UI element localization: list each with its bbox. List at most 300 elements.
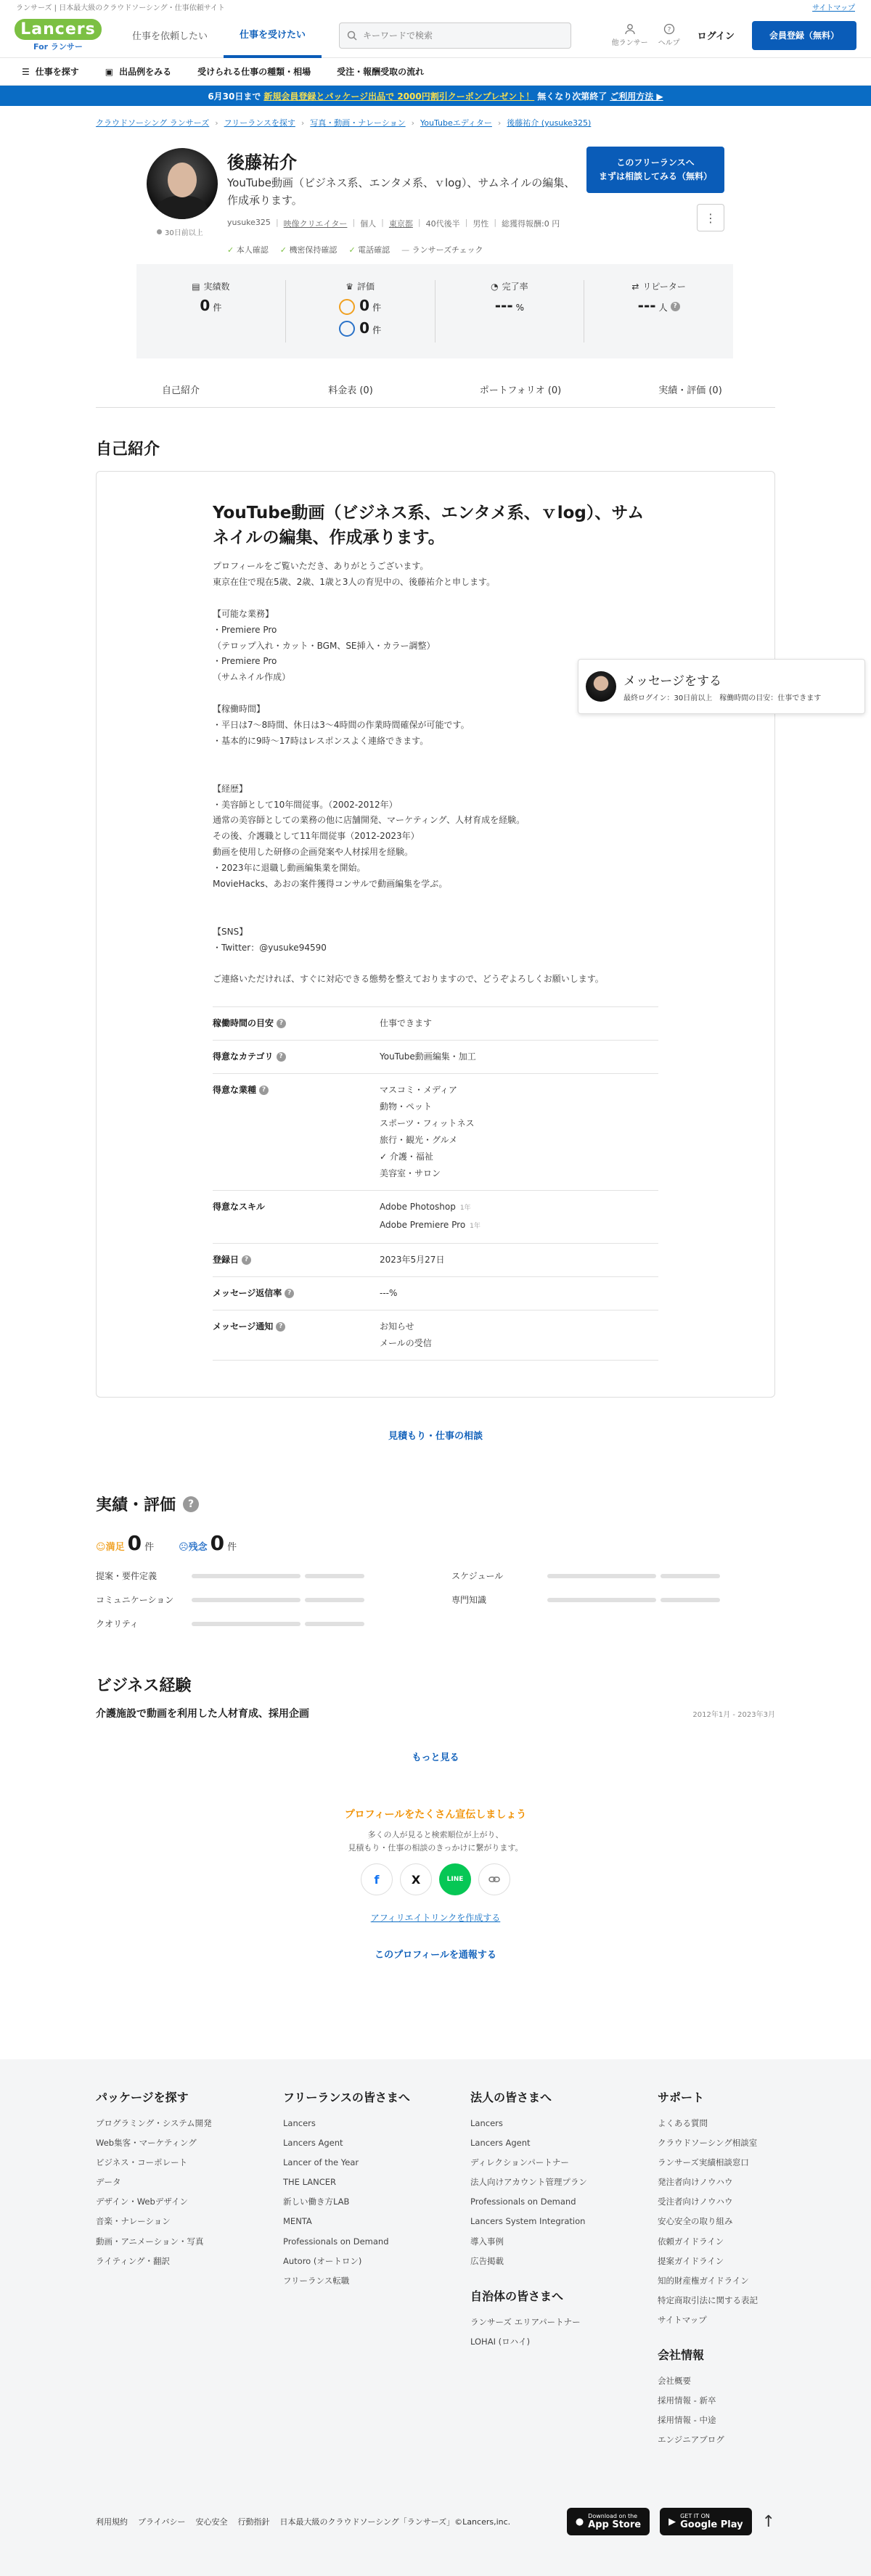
satisfaction-summary bbox=[96, 1531, 871, 1555]
business-item bbox=[96, 1706, 775, 1720]
footer-bottom bbox=[96, 2508, 775, 2535]
detail-row-notify bbox=[213, 1310, 658, 1361]
industry-item: マスコミ・メディア bbox=[380, 1085, 458, 1096]
criteria-row bbox=[451, 1570, 771, 1582]
orders-label: 実績数 bbox=[203, 282, 230, 292]
industry-item: ✓ 介護・福祉 bbox=[380, 1152, 433, 1162]
sad-icon bbox=[339, 321, 355, 337]
footer-link[interactable]: Autoro (オートロン) bbox=[283, 2255, 362, 2266]
business-title: ビジネス経験 bbox=[96, 1677, 192, 1696]
campaign-banner[interactable] bbox=[0, 86, 871, 106]
list-icon: ☰ bbox=[22, 66, 30, 77]
footer-link[interactable]: データ bbox=[96, 2177, 121, 2188]
footer-link[interactable]: Lancers Agent bbox=[470, 2138, 531, 2149]
footer-link[interactable]: MENTA bbox=[283, 2216, 312, 2227]
banner-mid: 無くなり次第終了 bbox=[537, 91, 608, 102]
message-sub: 最終ログイン：30日前以上 稼働時間の目安：仕事できます bbox=[623, 694, 822, 702]
intro-line: ・Premiere Pro bbox=[213, 624, 277, 635]
line-icon: LINE bbox=[446, 1876, 464, 1884]
share-buttons bbox=[0, 1863, 871, 1895]
skill-name: Adobe Premiere Pro bbox=[380, 1220, 466, 1231]
orders-icon: ▤ bbox=[192, 281, 200, 292]
breadcrumb-item[interactable]: YouTubeエディター bbox=[420, 118, 492, 128]
help-icon[interactable]: ? bbox=[259, 1086, 269, 1095]
user-icon bbox=[624, 23, 636, 35]
app-store-button[interactable] bbox=[567, 2508, 650, 2535]
footer-link[interactable]: 採用情報 - 新卒 bbox=[658, 2395, 716, 2406]
google-play-button[interactable] bbox=[660, 2508, 751, 2535]
facebook-icon: f bbox=[374, 1872, 380, 1887]
help-icon bbox=[663, 23, 675, 35]
rating-criteria bbox=[96, 1570, 771, 1630]
criteria-row bbox=[96, 1593, 415, 1606]
repeat-unit: 人 bbox=[658, 303, 668, 313]
registered-value: 2023年5月27日 bbox=[380, 1244, 658, 1277]
apple-icon: ● bbox=[575, 2516, 584, 2527]
footer-link[interactable]: デザイン・Webデザイン bbox=[96, 2196, 188, 2207]
help-icon[interactable]: ? bbox=[671, 302, 680, 311]
back-to-top-button[interactable] bbox=[762, 2513, 775, 2531]
footer-bottom-link[interactable]: 安心安全 bbox=[195, 2517, 228, 2527]
meta-id: yusuke325 bbox=[227, 218, 271, 227]
category-label: 得意なカテゴリ bbox=[213, 1051, 274, 1062]
footer-link[interactable]: 新しい働き方LAB bbox=[283, 2196, 350, 2207]
footer-link[interactable]: Web集客・マーケティング bbox=[96, 2138, 197, 2149]
tab-intro[interactable]: 自己紹介 bbox=[161, 385, 200, 396]
footer-link[interactable]: ディレクションパートナー bbox=[470, 2157, 569, 2168]
intro-line: （テロップ入れ・カット・BGM、SE挿入・カラー調整） bbox=[213, 640, 436, 651]
footer-col-corporate bbox=[470, 2088, 658, 2450]
status-dot-icon bbox=[157, 229, 162, 234]
other-lancers-button[interactable] bbox=[612, 23, 648, 47]
footer-link[interactable]: 受注者向けノウハウ bbox=[658, 2196, 733, 2207]
footer-link[interactable]: よくある質問 bbox=[658, 2118, 708, 2128]
intro-line: ・平日は7〜8時間、休日は3〜4時間の作業時間確保が可能です。 bbox=[213, 720, 470, 731]
stat-completion bbox=[435, 280, 584, 342]
industry-item: スポーツ・フィットネス bbox=[380, 1118, 475, 1129]
search-input[interactable] bbox=[363, 30, 559, 41]
criteria-bar bbox=[547, 1598, 656, 1602]
industry-item: 旅行・観光・グルメ bbox=[380, 1135, 458, 1146]
footer-bottom-link[interactable]: 行動指針 bbox=[237, 2517, 270, 2527]
footer-col-title: パッケージを探す bbox=[96, 2091, 189, 2104]
footer-col-support bbox=[658, 2088, 775, 2450]
skill-item bbox=[380, 1199, 658, 1217]
share-desc-line: 多くの人が見ると検索順位が上がり、 bbox=[367, 1830, 504, 1840]
chevron-right-icon: › bbox=[411, 118, 415, 128]
footer-link[interactable]: ビジネス・コーポレート bbox=[96, 2157, 188, 2168]
bad-count: 0 bbox=[210, 1531, 225, 1556]
breadcrumb-item[interactable]: フリーランスを探す bbox=[224, 118, 295, 128]
svg-text:?: ? bbox=[667, 26, 671, 34]
other-lancers-label: 他ランサー bbox=[611, 39, 648, 47]
subnav-sell-example[interactable] bbox=[105, 65, 171, 78]
appstore-small: Download on the bbox=[588, 2513, 638, 2519]
intro-line bbox=[213, 893, 658, 908]
arrow-up-icon: ↑ bbox=[761, 2512, 775, 2531]
criteria-label: 提案・要件定義 bbox=[96, 1571, 158, 1582]
registered-label: 登録日 bbox=[213, 1255, 240, 1266]
footer-columns bbox=[96, 2088, 775, 2450]
footer-link[interactable]: フリーランス転職 bbox=[283, 2275, 350, 2286]
good-value: 0 bbox=[359, 297, 370, 314]
good-unit: 件 bbox=[144, 1542, 155, 1554]
criteria-bar bbox=[305, 1598, 364, 1602]
smile-icon bbox=[339, 299, 355, 315]
footer-col-packages bbox=[96, 2088, 283, 2450]
check-identity: ✓ 本人確認 bbox=[227, 244, 269, 255]
footer-link[interactable]: Professionals on Demand bbox=[470, 2196, 576, 2207]
skills-label: 得意なスキル bbox=[213, 1191, 380, 1244]
bad-summary bbox=[179, 1531, 237, 1555]
help-button[interactable] bbox=[658, 23, 680, 47]
footer-link[interactable]: ランサーズ エリアパートナー bbox=[470, 2316, 581, 2327]
header-actions bbox=[612, 21, 856, 50]
detail-row-category bbox=[213, 1041, 658, 1074]
banner-highlight: 新規会員登録とパッケージ出品で 2000円割引クーポンプレゼント！ bbox=[263, 91, 535, 102]
banner-pre: 6月30日まで bbox=[208, 91, 261, 102]
profile-name: 後藤祐介 bbox=[227, 152, 297, 173]
footer-link[interactable]: 安心安全の取り組み bbox=[658, 2216, 733, 2227]
good-count: 0 bbox=[127, 1531, 142, 1556]
good-label: 満足 bbox=[105, 1542, 125, 1554]
subnav-flow[interactable]: 受注・報酬受取の流れ bbox=[337, 67, 425, 77]
help-icon[interactable]: ? bbox=[276, 1322, 285, 1332]
help-icon[interactable]: ? bbox=[183, 1496, 199, 1512]
industry-label: 得意な業種 bbox=[213, 1085, 257, 1096]
sad-icon: ☹ bbox=[179, 1542, 189, 1554]
share-section bbox=[0, 1807, 871, 1961]
cta-line1: このフリーランスへ bbox=[616, 157, 695, 168]
intro-line: ・美容師として10年間従事。（2002-2012年） bbox=[213, 799, 398, 810]
criteria-bar bbox=[192, 1598, 300, 1602]
hours-label: 稼働時間の目安 bbox=[213, 1018, 274, 1029]
criteria-row bbox=[451, 1593, 771, 1606]
line-share-button[interactable] bbox=[439, 1863, 471, 1895]
tab-reviews[interactable]: 実績・評価 (0) bbox=[658, 385, 722, 396]
smile-icon: ☺ bbox=[96, 1542, 106, 1554]
sub-navigation bbox=[0, 58, 871, 86]
check-phone: ✓ 電話確認 bbox=[348, 244, 390, 255]
gplay-label: Google Play bbox=[680, 2519, 743, 2530]
intro-heading: YouTube動画（ビジネス系、エンタメ系、ｖlog）、サムネイルの編集、作成承ります。 bbox=[213, 504, 645, 547]
profile-tabs bbox=[96, 372, 775, 408]
footer-link[interactable]: 発注者向けノウハウ bbox=[658, 2177, 733, 2188]
sell-example-label: 出品例をみる bbox=[119, 67, 172, 77]
industry-item: 動物・ペット bbox=[380, 1102, 433, 1112]
help-icon[interactable]: ? bbox=[277, 1019, 286, 1028]
intro-line bbox=[213, 956, 658, 972]
skill-years: 1年 bbox=[470, 1223, 481, 1231]
consult-button[interactable] bbox=[586, 147, 724, 193]
footer-link[interactable]: Lancers bbox=[470, 2118, 503, 2128]
verification-checks bbox=[227, 244, 483, 255]
intro-line: ・Twitter：@yusuke94590 bbox=[213, 942, 327, 953]
criteria-bar bbox=[192, 1622, 300, 1626]
share-desc-line: 見積もり・仕事の相談のきっかけに繋がります。 bbox=[348, 1843, 523, 1853]
criteria-bar bbox=[305, 1622, 364, 1626]
logo-text: Lancers bbox=[15, 19, 101, 40]
x-icon: X bbox=[411, 1872, 421, 1887]
intro-section-title: 自己紹介 bbox=[96, 440, 160, 459]
share-title: プロフィールをたくさん宣伝しましょう bbox=[344, 1809, 527, 1821]
link-icon bbox=[488, 1873, 501, 1886]
completion-label: 完了率 bbox=[502, 282, 528, 292]
facebook-share-button[interactable] bbox=[361, 1863, 393, 1895]
skill-name: Adobe Photoshop bbox=[380, 1202, 456, 1213]
breadcrumb-item[interactable]: クラウドソーシング ランサーズ bbox=[96, 118, 210, 128]
footer-link[interactable]: 導入事例 bbox=[470, 2236, 504, 2247]
message-title: メッセージをする bbox=[623, 674, 721, 689]
subnav-job-types[interactable]: 受けられる仕事の種類・相場 bbox=[197, 67, 311, 77]
intro-line: （サムネイル作成） bbox=[213, 672, 291, 683]
logo-subtext: For ランサー bbox=[33, 41, 83, 52]
banner-link[interactable]: ご利用方法 ▶ bbox=[610, 91, 663, 102]
check-nda: ✓ 機密保持確認 bbox=[280, 244, 338, 255]
search-icon bbox=[347, 30, 357, 41]
intro-line: 動画を使用した研修の企画発案や人材採用を経験。 bbox=[213, 847, 414, 858]
chevron-right-icon: › bbox=[215, 118, 218, 128]
footer-col-title: 自治体の皆さまへ bbox=[470, 2289, 564, 2303]
intro-line: 【経歴】 bbox=[213, 783, 248, 794]
footer-col-freelancers bbox=[283, 2088, 470, 2450]
sitemap-link[interactable]: サイトマップ bbox=[812, 4, 855, 12]
tab-pricing[interactable]: 料金表 (0) bbox=[328, 385, 373, 396]
gplay-small: GET IT ON bbox=[680, 2513, 710, 2519]
meta-role-link[interactable]: 映像クリエイター bbox=[283, 219, 348, 229]
site-tagline: ランサーズ | 日本最大級のクラウドソーシング・仕事依頼サイト bbox=[16, 4, 225, 12]
affiliate-link[interactable]: アフィリエイトリンクを作成する bbox=[370, 1913, 501, 1924]
footer bbox=[0, 2059, 871, 2576]
estimate-link[interactable]: 見積もり・仕事の相談 bbox=[388, 1431, 483, 1443]
footer-link[interactable]: クラウドソーシング相談室 bbox=[658, 2138, 758, 2149]
footer-link[interactable]: 動画・アニメーション・写真 bbox=[96, 2236, 204, 2247]
report-link[interactable]: このプロフィールを通報する bbox=[375, 1950, 496, 1961]
more-options-button[interactable] bbox=[697, 204, 724, 231]
hours-value: 仕事できます bbox=[380, 1007, 658, 1041]
intro-line: 東京在住で現在5歳、2歳、1歳と3人の育児中の、後藤祐介と申します。 bbox=[213, 576, 496, 587]
meta-gender: 男性 bbox=[473, 219, 489, 229]
footer-link[interactable]: 特定商取引法に関する表記 bbox=[658, 2294, 758, 2305]
criteria-row bbox=[96, 1570, 415, 1582]
intro-card bbox=[96, 471, 775, 1398]
footer-link[interactable]: 提案ガイドライン bbox=[658, 2255, 724, 2266]
kebab-icon: ⋮ bbox=[705, 210, 716, 225]
footer-col-title: 法人の皆さまへ bbox=[470, 2091, 552, 2104]
subnav-find-job[interactable] bbox=[22, 65, 79, 78]
footer-link[interactable]: 採用情報 - 中途 bbox=[658, 2415, 716, 2426]
footer-link[interactable]: Lancers bbox=[283, 2118, 316, 2128]
x-share-button[interactable] bbox=[400, 1863, 432, 1895]
stat-orders bbox=[136, 280, 285, 342]
footer-col-title: サポート bbox=[658, 2091, 705, 2104]
message-floating-box[interactable] bbox=[578, 659, 865, 714]
criteria-bar bbox=[661, 1598, 720, 1602]
footer-link[interactable]: 会社概要 bbox=[658, 2376, 691, 2387]
tab-worker[interactable]: 仕事を受けたい bbox=[224, 13, 322, 58]
footer-link[interactable]: サイトマップ bbox=[658, 2314, 707, 2325]
intro-line: ・2023年に退職し動画編集業を開始。 bbox=[213, 863, 366, 874]
login-button[interactable]: ログイン bbox=[697, 31, 735, 42]
intro-line: 【稼働時間】 bbox=[213, 704, 266, 715]
criteria-bar bbox=[547, 1574, 656, 1578]
footer-link[interactable]: Lancers Agent bbox=[283, 2138, 343, 2149]
rating-label: 評価 bbox=[357, 282, 375, 292]
intro-line: ・基本的に9時〜17時はレスポンスよく連絡できます。 bbox=[213, 735, 429, 746]
intro-line: その後、介護職として11年間従事（2012-2023年） bbox=[213, 831, 420, 842]
repeat-value: --- bbox=[637, 297, 656, 314]
business-item-period: 2012年1月 - 2023年3月 bbox=[692, 1710, 775, 1719]
bad-value: 0 bbox=[359, 319, 370, 337]
breadcrumb bbox=[0, 106, 871, 139]
intro-line: ・Premiere Pro bbox=[213, 656, 277, 667]
profile-details-table bbox=[213, 1006, 658, 1361]
meta-reward: 総獲得報酬:0 円 bbox=[502, 219, 560, 229]
intro-body bbox=[213, 559, 658, 988]
detail-row-reply bbox=[213, 1277, 658, 1310]
footer-link[interactable]: Lancers System Integration bbox=[470, 2216, 586, 2227]
criteria-bar bbox=[305, 1574, 364, 1578]
footer-link[interactable]: 法人向けアカウント管理プラン bbox=[470, 2177, 587, 2188]
criteria-label: クオリティ bbox=[96, 1619, 139, 1630]
footer-link[interactable]: LOHAI (ロハイ) bbox=[470, 2336, 531, 2347]
notify-item: お知らせ bbox=[380, 1321, 414, 1332]
intro-line: 【SNS】 bbox=[213, 926, 248, 937]
footer-link[interactable]: ライティング・翻訳 bbox=[96, 2255, 171, 2266]
detail-row-hours bbox=[213, 1007, 658, 1041]
footer-bottom-link[interactable]: プライバシー bbox=[138, 2517, 186, 2527]
intro-line: MovieHacks、あおの案件獲得コンサルで動画編集を学ぶ。 bbox=[213, 879, 448, 890]
skill-item bbox=[380, 1217, 658, 1235]
industry-item: 美容室・サロン bbox=[380, 1168, 441, 1179]
criteria-bar bbox=[192, 1574, 300, 1578]
topbar bbox=[0, 0, 871, 13]
criteria-row bbox=[96, 1617, 415, 1630]
stats-panel bbox=[136, 264, 733, 358]
register-button[interactable]: 会員登録（無料） bbox=[752, 21, 856, 50]
meta-type: 個人 bbox=[360, 219, 377, 229]
criteria-label: スケジュール bbox=[451, 1571, 504, 1582]
cta-line2: まずは相談してみる（無料） bbox=[598, 171, 712, 181]
chevron-right-icon: › bbox=[300, 118, 305, 128]
category-value: YouTube動画編集・加工 bbox=[380, 1041, 658, 1074]
notify-label: メッセージ通知 bbox=[213, 1321, 274, 1332]
intro-line bbox=[213, 908, 658, 924]
detail-row-industry bbox=[213, 1074, 658, 1191]
intro-line: プロフィールをご覧いただき、ありがとうございます。 bbox=[213, 561, 429, 571]
orders-unit: 件 bbox=[213, 303, 222, 313]
footer-link[interactable]: 音楽・ナレーション bbox=[96, 2216, 171, 2227]
orders-value: 0 bbox=[200, 297, 210, 314]
intro-line bbox=[213, 591, 658, 607]
skill-years: 1年 bbox=[459, 1205, 471, 1213]
criteria-label: コミュニケーション bbox=[96, 1595, 174, 1606]
help-icon[interactable]: ? bbox=[285, 1289, 294, 1298]
business-item-title: 介護施設で動画を利用した人材育成、採用企画 bbox=[96, 1708, 309, 1720]
header bbox=[0, 13, 871, 58]
intro-line: 【可能な業務】 bbox=[213, 608, 274, 619]
good-summary bbox=[96, 1531, 154, 1555]
stat-rating bbox=[285, 280, 435, 342]
repeat-icon: ⇄ bbox=[631, 281, 639, 292]
footer-link[interactable]: エンジニアブログ bbox=[658, 2435, 724, 2445]
footer-link[interactable]: プログラミング・システム開発 bbox=[96, 2118, 212, 2128]
appstore-label: App Store bbox=[588, 2519, 642, 2530]
check-lancers: — ランサーズチェック bbox=[401, 244, 483, 255]
help-label: ヘルプ bbox=[658, 39, 680, 47]
meta-location-link[interactable]: 東京都 bbox=[388, 219, 413, 229]
profile-tagline: YouTube動画（ビジネス系、エンタメ系、ｖlog）、サムネイルの編集、作成承ります。 bbox=[227, 176, 576, 207]
footer-bottom-link[interactable]: 利用規約 bbox=[96, 2517, 128, 2527]
pie-icon: ◔ bbox=[491, 281, 499, 292]
reviews-title-text: 実績・評価 bbox=[96, 1496, 176, 1515]
completion-unit: % bbox=[515, 303, 525, 313]
completion-value: --- bbox=[494, 297, 513, 314]
more-button[interactable]: もっと見る bbox=[412, 1752, 459, 1764]
tab-portfolio[interactable]: ポートフォリオ (0) bbox=[479, 385, 562, 396]
intro-line: ご連絡いただければ、すぐに対応できる態勢を整えておりますので、どうぞよろしくお願いします。 bbox=[213, 974, 604, 985]
footer-link[interactable]: 広告掲載 bbox=[470, 2255, 504, 2266]
detail-row-skills bbox=[213, 1191, 658, 1244]
share-description bbox=[0, 1829, 871, 1855]
footer-col-title: フリーランスの皆さまへ bbox=[283, 2091, 410, 2104]
footer-link[interactable]: Lancer of the Year bbox=[283, 2157, 359, 2168]
copyright: 日本最大級のクラウドソーシング「ランサーズ」©Lancers,inc. bbox=[279, 2517, 511, 2527]
criteria-label: 専門知識 bbox=[451, 1595, 487, 1606]
avatar bbox=[147, 148, 218, 219]
find-job-label: 仕事を探す bbox=[35, 67, 79, 77]
footer-link[interactable]: 依頼ガイドライン bbox=[658, 2236, 724, 2247]
reply-value: ---% bbox=[380, 1277, 658, 1310]
reviews-title bbox=[96, 1493, 871, 1515]
copy-link-button[interactable] bbox=[478, 1863, 510, 1895]
detail-row-registered bbox=[213, 1244, 658, 1277]
intro-line bbox=[213, 766, 658, 782]
bad-label: 残念 bbox=[188, 1542, 208, 1554]
stat-repeat bbox=[584, 280, 733, 342]
breadcrumb-item[interactable]: 後藤祐介 (yusuke325) bbox=[507, 118, 592, 128]
package-icon: ▣ bbox=[105, 66, 114, 77]
footer-link[interactable]: ランサーズ実績相談窓口 bbox=[658, 2157, 749, 2168]
footer-link[interactable]: Professionals on Demand bbox=[283, 2236, 389, 2247]
intro-line bbox=[213, 750, 658, 766]
meta-age: 40代後半 bbox=[425, 219, 460, 229]
bad-unit: 件 bbox=[227, 1542, 237, 1554]
good-unit: 件 bbox=[372, 303, 382, 313]
play-icon: ▶ bbox=[668, 2516, 676, 2527]
avatar bbox=[586, 671, 616, 702]
profile-header bbox=[0, 139, 871, 264]
breadcrumb-item[interactable]: 写真・動画・ナレーション bbox=[310, 118, 406, 128]
lancers-logo[interactable] bbox=[15, 17, 102, 54]
bad-unit: 件 bbox=[372, 324, 382, 335]
footer-link[interactable]: THE LANCER bbox=[283, 2177, 337, 2188]
profile-meta: yusuke325 | 映像クリエイター | 個人 | 東京都 | 40代後半 | 男性 | 総獲得報酬:0 円 bbox=[227, 218, 560, 229]
online-status bbox=[157, 226, 203, 237]
help-icon[interactable]: ? bbox=[242, 1255, 251, 1265]
reply-label: メッセージ返信率 bbox=[213, 1288, 282, 1299]
footer-col-title: 会社情報 bbox=[658, 2348, 705, 2363]
notify-item: メールの受信 bbox=[380, 1338, 432, 1349]
online-text: 30日前以上 bbox=[165, 229, 203, 237]
help-icon[interactable]: ? bbox=[277, 1052, 286, 1062]
search-box[interactable] bbox=[339, 22, 571, 49]
crown-icon: ♛ bbox=[345, 281, 353, 292]
chevron-right-icon: › bbox=[497, 118, 502, 128]
tab-client[interactable]: 仕事を依頼したい bbox=[132, 31, 208, 42]
intro-line: 通常の美容師としての業務の他に店舗開発、マーケティング、人材育成を経験。 bbox=[213, 815, 526, 826]
footer-link[interactable]: 知的財産権ガイドライン bbox=[658, 2275, 749, 2286]
